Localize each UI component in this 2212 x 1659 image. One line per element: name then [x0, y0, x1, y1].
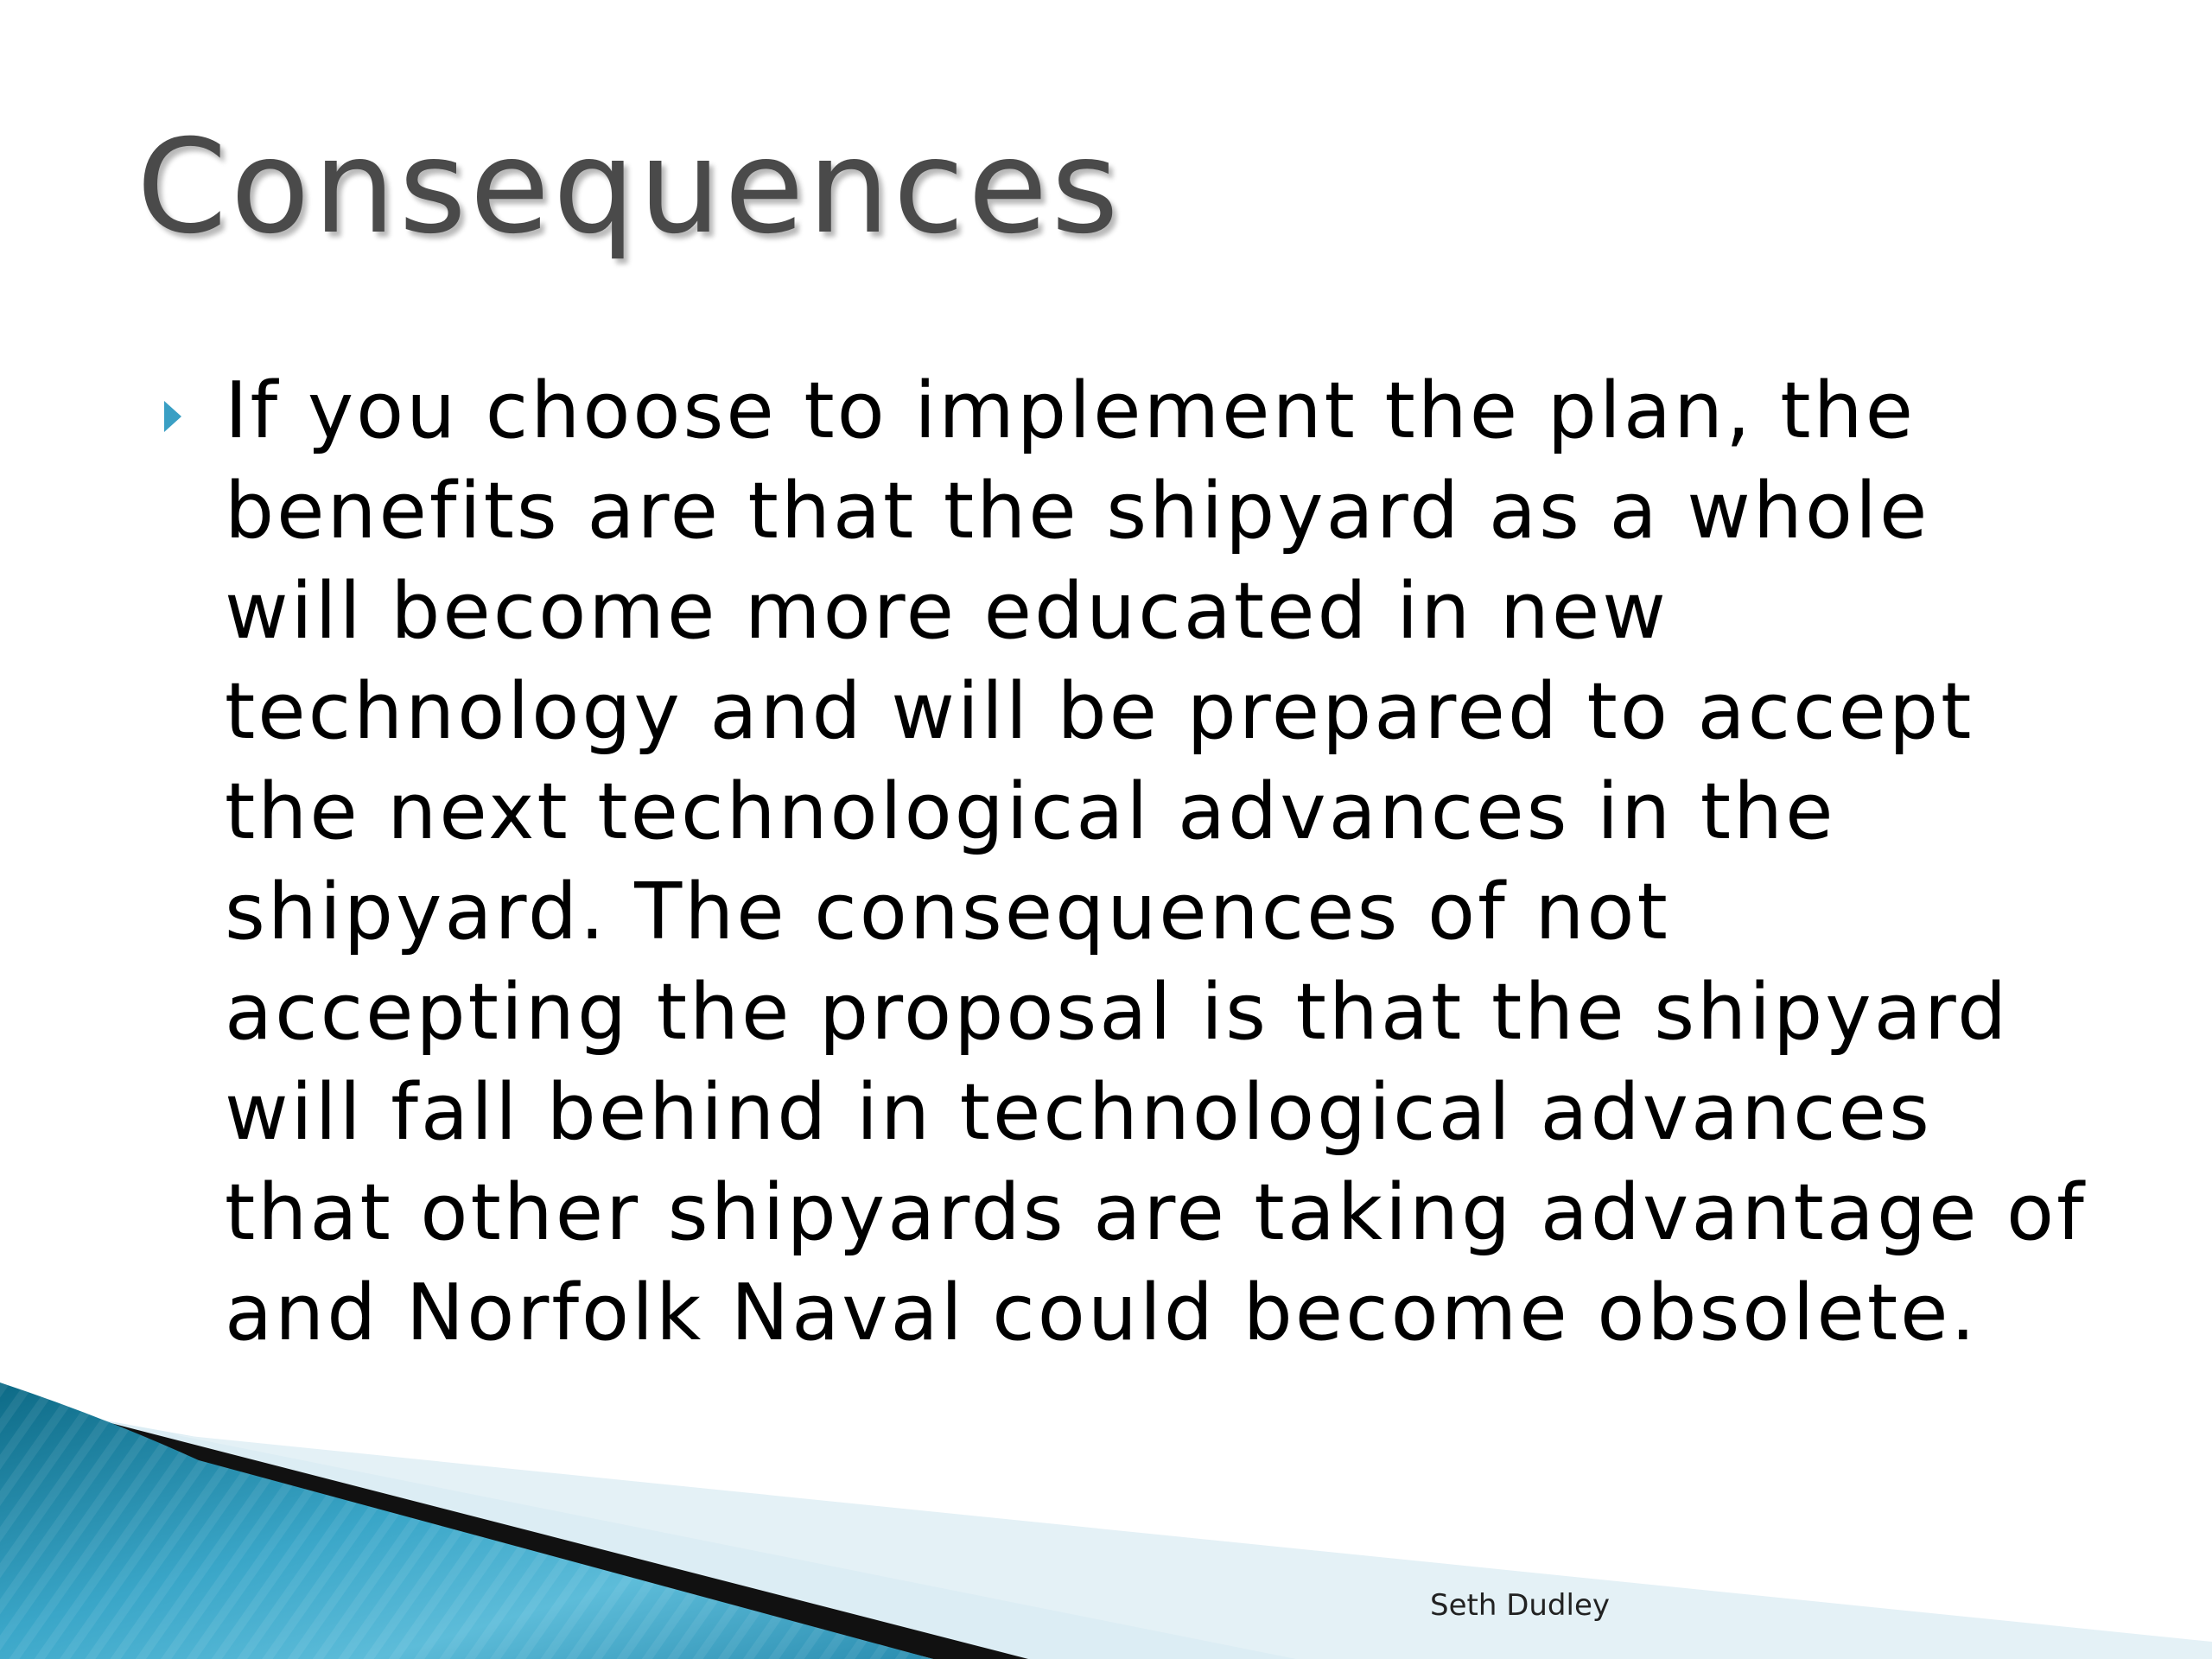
slide-title: Consequences [137, 112, 1122, 263]
bullet-item [162, 361, 2089, 1363]
footer-author: Seth Dudley [1430, 1588, 1610, 1623]
triangle-bullet-icon [164, 401, 181, 432]
bullet-text: If you choose to implement the plan, the benefits are that the shipyard as a whole will become more educated in new technology and will be prepared to accept the next technological advances in the shipyard. The consequences of not accepting the proposal is that the shipyard will fall behind in technological advances that other shipyards are taking advantage of and Norfolk Naval could become obsolete. [225, 365, 2087, 1358]
decorative-wave-graphic [0, 1382, 2212, 1659]
bullet-list [162, 361, 2089, 1363]
